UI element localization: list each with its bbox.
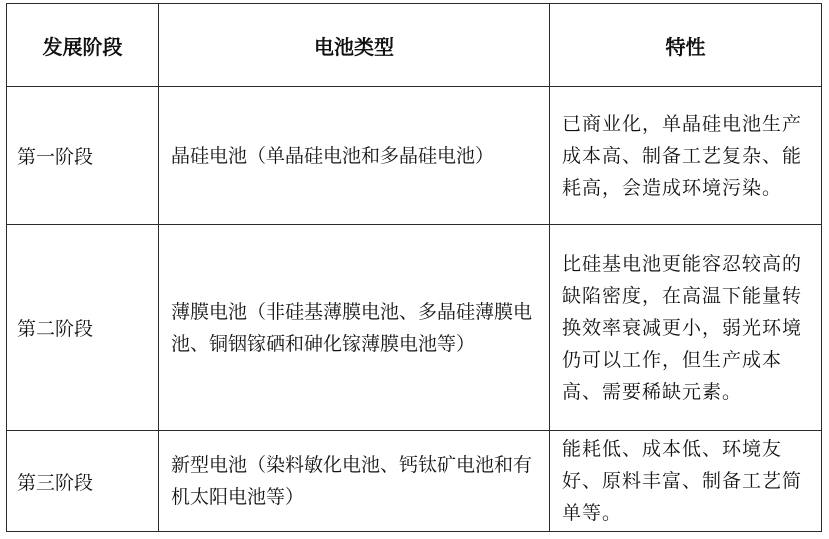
stage-cell: 第一阶段 — [7, 87, 159, 225]
table-row — [7, 431, 822, 532]
header-type: 电池类型 — [159, 4, 550, 87]
table-row — [7, 87, 822, 225]
cell-type — [159, 225, 550, 431]
type-text: 新型电池（染料敏化电池、钙钛矿电池和有机太阳电池等） — [171, 454, 533, 508]
header-feature: 特性 — [550, 4, 822, 87]
type-text: 晶硅电池（单晶硅电池和多晶硅电池） — [171, 144, 495, 167]
feature-text: 能耗低、成本低、环境友好、原料丰富、制备工艺简单等。 — [562, 438, 803, 524]
feature-text: 已商业化，单晶硅电池生产成本高、制备工艺复杂、能耗高，会造成环境污染。 — [562, 112, 803, 199]
table-header-row — [7, 4, 822, 87]
cell-feature — [550, 87, 822, 225]
table-row — [7, 225, 822, 431]
cell-feature — [550, 225, 822, 431]
solar-cell-table — [6, 3, 822, 532]
feature-text: 比硅基电池更能容忍较高的缺陷密度，在高温下能量转换效率衰减更小，弱光环境仍可以工作，但生产成本高、需要稀缺元素。 — [562, 252, 803, 403]
header-stage: 发展阶段 — [7, 4, 159, 87]
stage-cell: 第二阶段 — [7, 225, 159, 431]
stage-cell: 第三阶段 — [7, 431, 159, 532]
cell-type — [159, 87, 550, 225]
cell-type — [159, 431, 550, 532]
type-text: 薄膜电池（非硅基薄膜电池、多晶硅薄膜电池、铜铟镓硒和砷化镓薄膜电池等） — [171, 300, 533, 355]
cell-feature — [550, 431, 822, 532]
